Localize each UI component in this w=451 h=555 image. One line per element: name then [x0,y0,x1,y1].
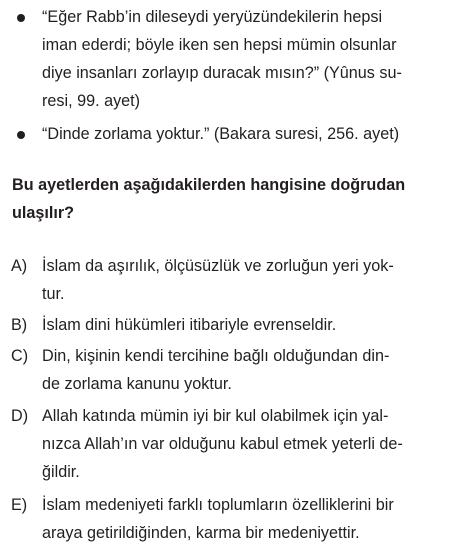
option-line: İslam dini hükümleri itibariyle evrenseldir. [42,316,337,334]
bullet-dot-icon [17,14,25,22]
text-line: resi, 99. ayet) [42,92,141,110]
option-line: İslam da aşırılık, ölçüsüzlük ve zorluğun yeri yok- [42,257,394,275]
option-line: tur. [42,285,65,303]
option-letter: C) [11,347,29,365]
bullet-text [42,120,436,148]
option-line: araya getirildiğinden, karma bir medeniyettir. [42,524,360,542]
option-letter: D) [11,407,29,425]
text-line: “Eğer Rabb’in dileseydi yeryüzündekilerin hepsi [42,8,383,26]
option-letter: A) [11,257,28,275]
option-line: Din, kişinin kendi tercihine bağlı olduğundan din- [42,347,390,365]
question-stem [12,171,436,227]
text-line: iman ederdi; böyle iken sen hepsi mümin olsunlar [42,36,397,54]
option-letter: E) [11,496,28,514]
option-line: Allah katında mümin iyi bir kul olabilmek için yal- [42,407,389,425]
question-line: Bu ayetlerden aşağıdakilerden hangisine doğrudan [12,176,406,194]
question-line: ulaşılır? [12,204,75,222]
option-text [42,311,436,339]
option-text [42,252,436,308]
option-line: ğildir. [42,463,80,481]
option-text [42,342,436,398]
bullet-text [42,3,436,115]
option-text [42,491,436,547]
text-line: diye insanları zorlayıp duracak mısın?” (Yûnus su- [42,64,402,82]
option-line: nızca Allah’ın var olduğunu kabul etmek yeterli de- [42,435,403,453]
option-letter: B) [11,316,28,334]
option-line: de zorlama kanunu yoktur. [42,375,232,393]
text-line: “Dinde zorlama yoktur.” (Bakara suresi, 256. ayet) [42,125,400,143]
option-text [42,402,436,486]
option-line: İslam medeniyeti farklı toplumların özelliklerini bir [42,496,394,514]
bullet-dot-icon [17,131,25,139]
